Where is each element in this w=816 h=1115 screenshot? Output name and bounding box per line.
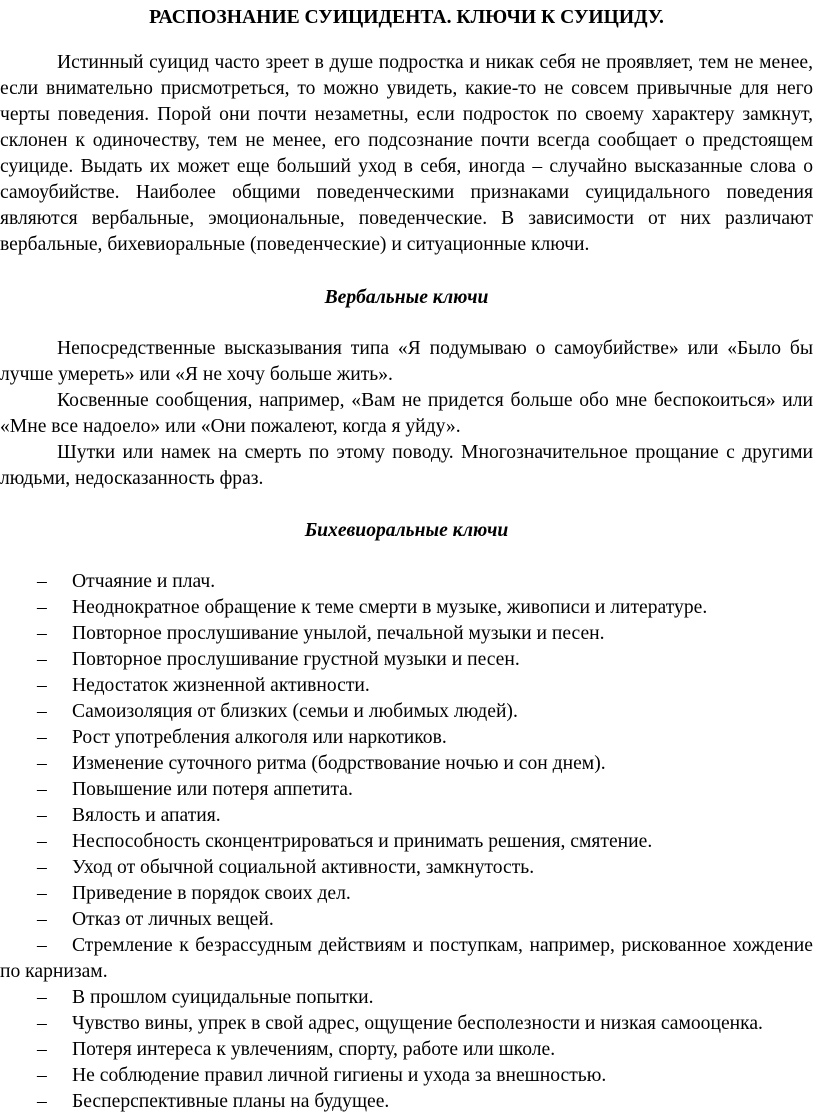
list-item: – Потеря интереса к увлечениям, спорту, работе или школе. [0, 1037, 813, 1063]
list-item: – Бесперспективные планы на будущее. [0, 1089, 813, 1115]
list-item: – Отчаяние и плач. [0, 569, 813, 595]
dash-bullet: – [37, 649, 47, 670]
list-item: – Уход от обычной социальной активности, замкнутость. [0, 855, 813, 881]
dash-bullet: – [37, 1091, 47, 1112]
list-item: – Чувство вины, упрек в свой адрес, ощущение бесполезности и низкая самооценка. [0, 1011, 813, 1037]
list-item: – Повторное прослушивание унылой, печальной музыки и песен. [0, 621, 813, 647]
list-item: – В прошлом суицидальные попытки. [0, 985, 813, 1011]
list-item: – Не соблюдение правил личной гигиены и ухода за внешностью. [0, 1063, 813, 1089]
list-item: – Неоднократное обращение к теме смерти в музыке, живописи и литературе. [0, 595, 813, 621]
verbal-paragraph-1: Непосредственные высказывания типа «Я подумываю о самоубийстве» или «Было бы лучше умереть» или «Я не хочу больше жить». [0, 338, 813, 385]
dash-bullet: – [37, 831, 47, 852]
dash-bullet: – [37, 857, 47, 878]
dash-bullet: – [37, 597, 47, 618]
dash-bullet: – [37, 1065, 47, 1086]
list-item: – Рост употребления алкоголя или наркотиков. [0, 725, 813, 751]
behavioral-keys-list [0, 569, 813, 1115]
list-item: – Приведение в порядок своих дел. [0, 881, 813, 907]
dash-bullet: – [37, 1013, 47, 1034]
dash-bullet: – [37, 805, 47, 826]
dash-bullet: – [37, 727, 47, 748]
list-item: – Изменение суточного ритма (бодрствование ночью и сон днем). [0, 751, 813, 777]
behavioral-keys-heading: Бихевиоральные ключи [304, 520, 509, 541]
list-item: – Неспособность сконцентрироваться и принимать решения, смятение. [0, 829, 813, 855]
dash-bullet: – [37, 1039, 47, 1060]
dash-bullet: – [37, 623, 47, 644]
dash-bullet: – [37, 987, 47, 1008]
dash-bullet: – [37, 701, 47, 722]
list-item: – Вялость и апатия. [0, 803, 813, 829]
list-item: – Повышение или потеря аппетита. [0, 777, 813, 803]
verbal-keys-heading: Вербальные ключи [324, 287, 489, 308]
intro-paragraph: Истинный суицид часто зреет в душе подростка и никак себя не проявляет, тем не менее, если внимательно присмотреться, то можно увидеть, какие-то не совсем привычные для него черты поведения. Порой они почти незаметны, если подросток по своему характеру замкнут, склонен к одиночеству, тем не менее, его подсознание почти всегда сообщает о предстоящем суициде. Выдать их может еще больший уход в себя, иногда – случайно высказанные слова о самоубийстве. Наиболее общими поведенческими признаками суицидального поведения являются вербальные, эмоциональные, поведенческие. В зависимости от них различают вербальные, бихевиоральные (поведенческие) и ситуационные ключи. [0, 52, 813, 255]
dash-bullet: – [37, 779, 47, 800]
list-item: – Отказ от личных вещей. [0, 907, 813, 933]
verbal-paragraph-3: Шутки или намек на смерть по этому поводу. Многозначительное прощание с другими людьми, недосказанность фраз. [0, 442, 813, 489]
dash-bullet: – [37, 909, 47, 930]
dash-bullet: – [37, 753, 47, 774]
document-title: РАСПОЗНАНИЕ СУИЦИДЕНТА. КЛЮЧИ К СУИЦИДУ. [149, 7, 664, 28]
dash-bullet: – [37, 675, 47, 696]
dash-bullet: – [37, 883, 47, 904]
list-item: – Недостаток жизненной активности. [0, 673, 813, 699]
dash-bullet: – [37, 571, 47, 592]
list-item: – Самоизоляция от близких (семьи и любимых людей). [0, 699, 813, 725]
dash-bullet: – [37, 935, 47, 956]
list-item: – Стремление к безрассудным действиям и поступкам, например, рискованное хождение по карнизам. [0, 935, 813, 982]
list-item: – Повторное прослушивание грустной музыки и песен. [0, 647, 813, 673]
verbal-paragraph-2: Косвенные сообщения, например, «Вам не придется больше обо мне беспокоиться» или «Мне все надоело» или «Они пожалеют, когда я уйду». [0, 390, 813, 437]
